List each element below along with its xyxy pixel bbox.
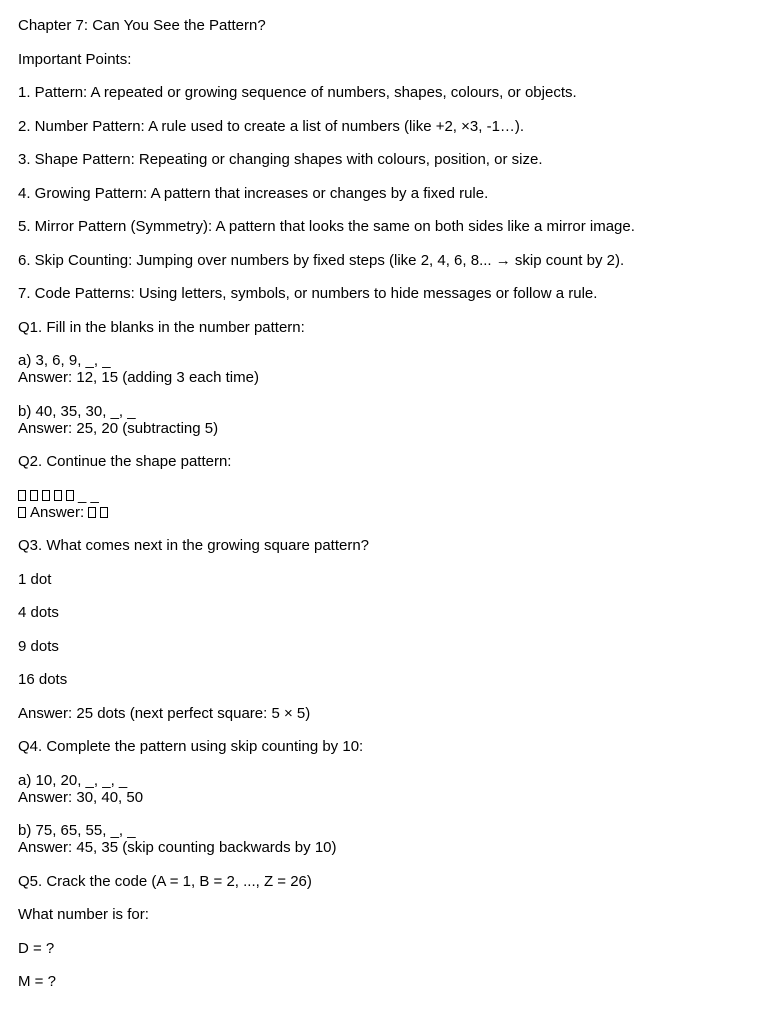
q1b-question: b) 40, 35, 30, _, _ [18,402,136,420]
q2-question: Q2. Continue the shape pattern: [18,453,232,470]
q1-part-b [18,403,758,437]
q3-item: 9 dots [18,637,59,655]
missing-glyph-icon [88,507,96,518]
important-points-heading: Important Points: [18,50,132,68]
missing-glyph-icon [100,507,108,518]
q5-question: Q5. Crack the code (A = 1, B = 2, ..., Z = 26) [18,872,312,890]
q4b-answer: Answer: 45, 35 (skip counting backwards by 10) [18,839,337,856]
q4-part-a [18,772,758,806]
q1a-answer: Answer: 12, 15 (adding 3 each time) [18,369,259,386]
point-7: 7. Code Patterns: Using letters, symbols, or numbers to hide messages or follow a rule. [18,285,598,302]
point-6: 6. Skip Counting: Jumping over numbers by fixed steps (like 2, 4, 6, 8... → skip count by 2). [18,251,625,269]
q2-shape-pattern [18,487,758,504]
point-5: 5. Mirror Pattern (Symmetry): A pattern that looks the same on both sides like a mirror image. [18,218,635,235]
q5-prompt: What number is for: [18,906,149,923]
q5-item: D = ? [18,939,55,957]
missing-glyph-icon [54,490,62,501]
q4b-question: b) 75, 65, 55, _, _ [18,822,136,839]
q1b-answer: Answer: 25, 20 (subtracting 5) [18,419,219,437]
document-body [18,17,758,1007]
point-3: 3. Shape Pattern: Repeating or changing shapes with colours, position, or size. [18,151,543,168]
q3-item: 4 dots [18,604,59,621]
q3-item: 16 dots [18,671,68,688]
q4-question: Q4. Complete the pattern using skip counting by 10: [18,738,364,755]
q2-pattern-block [18,487,758,521]
chapter-title: Chapter 7: Can You See the Pattern? [18,17,266,34]
q1a-question: a) 3, 6, 9, _, _ [18,352,111,369]
missing-glyph-icon [18,490,26,501]
q4a-question: a) 10, 20, _, _, _ [18,771,128,789]
q4-part-b [18,822,758,856]
q5-item: M = ? [18,973,56,990]
q1-question: Q1. Fill in the blanks in the number pattern: [18,318,305,336]
q2-pattern-blanks: _ _ [78,486,99,504]
point-4: 4. Growing Pattern: A pattern that increases or changes by a fixed rule. [18,184,489,202]
q1-part-a [18,352,758,386]
missing-glyph-icon [66,490,74,501]
q3-question: Q3. What comes next in the growing square pattern? [18,537,370,554]
missing-glyph-icon [18,507,26,518]
q3-answer: Answer: 25 dots (next perfect square: 5 × 5) [18,704,311,722]
q2-answer-label: Answer: [30,503,85,521]
missing-glyph-icon [30,490,38,501]
missing-glyph-icon [42,490,50,501]
point-2: 2. Number Pattern: A rule used to create a list of numbers (like +2, ×3, -1…). [18,117,525,135]
q2-answer [18,504,758,521]
q4a-answer: Answer: 30, 40, 50 [18,788,144,806]
point-1: 1. Pattern: A repeated or growing sequence of numbers, shapes, colours, or objects. [18,84,577,101]
q3-item: 1 dot [18,570,52,588]
